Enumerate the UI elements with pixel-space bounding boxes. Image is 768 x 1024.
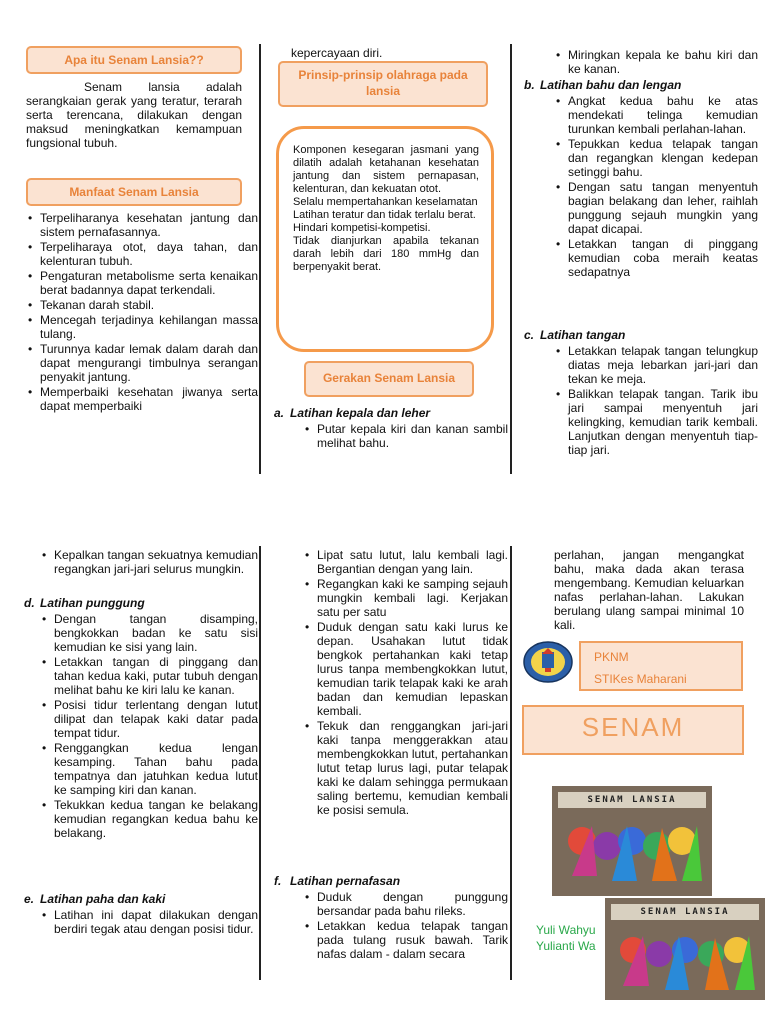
senam-lansia-image <box>552 786 712 896</box>
author-line: Yuli Wahyu <box>536 923 596 937</box>
section-f-heading <box>274 874 494 889</box>
list-item: • Tekanan darah stabil. <box>40 298 258 312</box>
list-item: • Tekukkan kedua tangan ke belakang kemudian regangkan kedua bahu ke belakang. <box>54 798 258 840</box>
principle-item: Latihan teratur dan tidak terlalu berat. <box>293 209 476 221</box>
list-item: • Dengan tangan disamping, bengkokkan badan ke satu sisi kemudian ke sisi yang lain. <box>54 612 258 654</box>
list-item: • Letakkan telapak tangan telungkup diatas meja lebarkan jari-jari dan tekan ke meja. <box>568 344 758 386</box>
org-name: PKNM <box>594 650 629 664</box>
list-item: • Lipat satu lutut, lalu kembali lagi. Bergantian dengan yang lain. <box>317 548 508 576</box>
section-title: Latihan paha dan kaki <box>40 892 166 906</box>
list-item: • Balikkan telapak tangan. Tarik ibu jari sampai menyentuh jari kelingking, kemudian tarik kembali. Lanjutkan dengan menyentuh tiap-tiap jari. <box>568 387 758 457</box>
section-letter: d. <box>24 596 35 610</box>
principle-item: Selalu mempertahankan keselamatan <box>293 196 478 208</box>
list-item: • Terpeliharanya kesehatan jantung dan sistem pernafasannya. <box>40 211 258 239</box>
principle-item: Hindari kompetisi-kompetisi. <box>293 222 431 234</box>
benefits-list <box>26 211 258 414</box>
list-item: • Tekuk dan renggangkan jari-jari kaki tanpa menggerakkan atau membengkokkan lutut, pertahankan lutut tetap lurus lagi, putar telapak kaki ke dalam sehingga permukaan saling bertemu, kemudian kembali ke posisi semula. <box>317 719 508 817</box>
benefits-title-box <box>26 178 242 206</box>
column-divider <box>510 546 512 980</box>
section-a-list <box>303 422 508 451</box>
list-item: • Miringkan kepala ke bahu kiri dan ke kanan. <box>568 48 758 76</box>
col3-top-list <box>554 48 758 77</box>
image-caption: SENAM LANSIA <box>640 907 730 917</box>
list-item: • Duduk dengan satu kaki lurus ke depan. Usahakan lutut tidak bengkok pertahankan kaki tetap lurus tanpa membengkokkan lutut, kemudian tarik telapak kaki ke arah badan dan kemudian lepaskan kembali. <box>317 620 508 718</box>
list-item: • Putar kepala kiri dan kanan sambil melihat bahu. <box>317 422 508 450</box>
section-e-list <box>40 908 258 937</box>
section-letter: e. <box>24 892 35 906</box>
col5-top-list <box>303 548 508 818</box>
col4-top-list <box>40 548 258 577</box>
section-c-list <box>554 344 758 458</box>
benefits-title: Manfaat Senam Lansia <box>69 185 199 199</box>
what-is-title-box <box>26 46 242 74</box>
list-item: • Letakkan tangan di pinggang dan tahan kedua kaki, putar tubuh dengan melihat bahu ke kiri lalu ke kanan. <box>54 655 258 697</box>
section-b-list <box>554 94 758 280</box>
list-item: • Posisi tidur terlentang dengan lutut dilipat dan telapak kaki datar pada tempat tidur. <box>54 698 258 740</box>
list-item: • Mencegah terjadinya kehilangan massa tulang. <box>40 313 258 341</box>
authors <box>536 922 616 954</box>
continuation-text: kepercayaan diri. <box>291 46 383 60</box>
section-c-heading <box>524 328 744 343</box>
principle-item: Tidak dianjurkan apabila tekanan darah lebih dari 180 mmHg dan berpenyakit berat. <box>293 235 479 273</box>
what-is-title: Apa itu Senam Lansia?? <box>64 53 204 67</box>
list-item: • Letakkan tangan di pinggang kemudian coba meraih keatas sedapatnya <box>568 237 758 279</box>
section-letter: c. <box>524 328 535 342</box>
list-item: • Turunnya kadar lemak dalam darah dan dapat mengurangi timbulnya serangan penyakit jantung. <box>40 342 258 384</box>
section-title: Latihan punggung <box>40 596 145 610</box>
section-d-heading <box>24 596 244 611</box>
section-letter: b. <box>524 78 535 92</box>
list-item: • Latihan ini dapat dilakukan dengan berdiri tegak atau dengan posisi tidur. <box>54 908 258 936</box>
section-e-heading <box>24 892 244 907</box>
list-item: • Angkat kedua bahu ke atas mendekati telinga kemudian turunkan kembali perlahan-lahan. <box>568 94 758 136</box>
breathing-continuation: perlahan, jangan mengangkat bahu, maka dada akan terasa mengembang. Kemudian keluarkan nafas perlahan-lahan. Lakukan berulang ulang sampai minimal 10 kali. <box>554 548 744 632</box>
column-divider <box>259 546 261 980</box>
section-f-list <box>303 890 508 962</box>
section-title: Latihan bahu dan lengan <box>540 78 682 92</box>
movements-title: Gerakan Senam Lansia <box>322 371 456 385</box>
cover-title-box <box>522 705 744 755</box>
principles-panel <box>276 126 494 352</box>
institution-box <box>579 641 743 691</box>
section-title: Latihan tangan <box>540 328 626 342</box>
intro-paragraph: Senam lansia adalah serangkaian gerak yang teratur, terarah serta terencana, dilakukan dengan maksud meningkatkan kemampuan fungsional tubuh. <box>26 80 242 150</box>
list-item: • Pengaturan metabolisme serta kenaikan berat badannya dapat terkendali. <box>40 269 258 297</box>
list-item: • Dengan satu tangan menyentuh bagian belakang dan leher, raihlah punggung sejauh mungkin yang dapat dicapai. <box>568 180 758 236</box>
list-item: • Duduk dengan punggung bersandar pada bahu rileks. <box>317 890 508 918</box>
section-title: Latihan pernafasan <box>290 874 401 888</box>
org-school: STIKes Maharani <box>594 672 687 686</box>
section-d-list <box>40 612 258 841</box>
list-item: • Letakkan kedua telapak tangan pada tulang rusuk bawah. Tarik nafas dalam - dalam secara <box>317 919 508 961</box>
section-letter: f. <box>274 874 282 888</box>
author-line: Yulianti Wa <box>536 939 596 953</box>
column-divider <box>259 44 261 474</box>
column-divider <box>510 44 512 474</box>
principles-title: Prinsip-prinsip olahraga pada lansia <box>298 68 468 98</box>
list-item: • Regangkan kaki ke samping sejauh mungkin kembali lagi. Kerjakan satu per satu <box>317 577 508 619</box>
list-item: • Renggangkan kedua lengan kesamping. Tahan bahu pada tempatnya dan jatuhkan kedua lutut ke samping kiri dan kanan. <box>54 741 258 797</box>
senam-lansia-image-2 <box>605 898 765 1000</box>
cover-title: SENAM <box>581 712 685 742</box>
logo-emblem-icon <box>523 640 573 684</box>
section-a-heading <box>274 406 494 421</box>
principle-item: Komponen kesegaran jasmani yang dilatih adalah ketahanan kesehatan jantung dan sistem pernapasan, kelenturan, dan kekuatan otot. <box>293 144 479 195</box>
list-item: • Kepalkan tangan sekuatnya kemudian regangkan jari-jari selurus mungkin. <box>54 548 258 576</box>
list-item: • Tepukkan kedua telapak tangan dan regangkan klengan kedepan setinggi bahu. <box>568 137 758 179</box>
section-b-heading <box>524 78 744 93</box>
section-title: Latihan kepala dan leher <box>290 406 431 420</box>
list-item: • Memperbaiki kesehatan jiwanya serta dapat memperbaiki <box>40 385 258 413</box>
movements-title-box <box>304 361 474 397</box>
principles-title-box <box>278 61 488 107</box>
institution-logo <box>523 640 573 684</box>
image-caption: SENAM LANSIA <box>587 795 677 805</box>
section-letter: a. <box>274 406 285 420</box>
list-item: • Terpeliharaya otot, daya tahan, dan kelenturan tubuh. <box>40 240 258 268</box>
